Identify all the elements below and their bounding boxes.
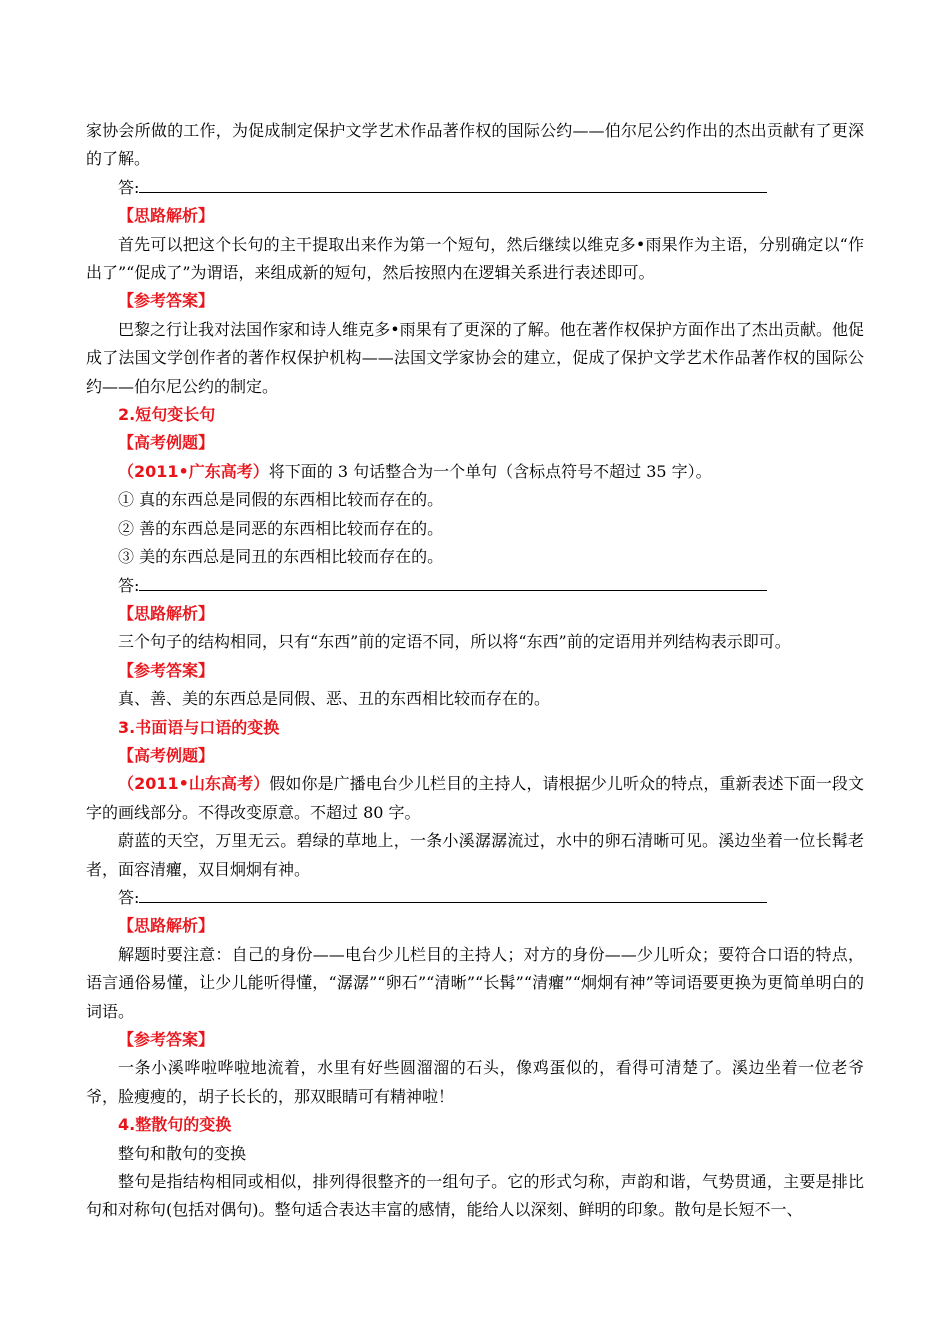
analysis-heading: 【思路解析】 <box>118 603 215 623</box>
example-question-text: 假如你是广播电台少儿栏目的主持人，请根据少儿听众的特点，重新表述下面一段文字的画线部分。不得改变原意。不超过 80 字。 <box>86 774 864 822</box>
body-paragraph: 整句是指结构相同或相似，排列得很整齐的一组句子。它的形式匀称，声韵和谐，气势贯通，主要是排比句和对称句(包括对偶句)。整句适合表达丰富的感情，能给人以深刻、鲜明的印象。散句是长短不一、 <box>86 1172 864 1220</box>
analysis-text: 首先可以把这个长句的主干提取出来作为第一个短句，然后继续以维克多•雨果作为主语，分别确定以“作出了”“促成了”为谓语，来组成新的短句，然后按照内在逻辑关系进行表述即可。 <box>86 234 864 283</box>
analysis-heading: 【思路解析】 <box>118 206 215 226</box>
example-question-text: 将下面的 3 句话整合为一个单句（含标点符号不超过 35 字）。 <box>268 461 712 481</box>
answer-label: 答: <box>118 887 140 907</box>
section-heading-4: 4.整散句的变换 <box>118 1115 232 1135</box>
document-page <box>86 117 864 1225</box>
answer-heading: 【参考答案】 <box>118 660 215 680</box>
section-heading-3: 3.书面语与口语的变换 <box>118 717 280 737</box>
example-question <box>86 770 864 827</box>
answer-blank <box>139 176 767 193</box>
example-source: （2011•山东高考） <box>118 774 270 794</box>
answer-label: 答: <box>118 575 140 595</box>
answer-line <box>86 174 864 202</box>
intro-paragraph: 家协会所做的工作，为促成制定保护文学艺术作品著作权的国际公约——伯尔尼公约作出的杰出贡献有了更深的了解。 <box>86 121 864 169</box>
example-heading: 【高考例题】 <box>118 745 215 765</box>
answer-blank <box>139 574 767 591</box>
answer-text: 真、善、美的东西总是同假、恶、丑的东西相比较而存在的。 <box>118 689 551 709</box>
answer-label: 答: <box>118 177 140 197</box>
answer-line <box>86 884 864 912</box>
subsection-title: 整句和散句的变换 <box>118 1143 247 1163</box>
analysis-text: 三个句子的结构相同，只有“东西”前的定语不同，所以将“东西”前的定语用并列结构表示即可。 <box>118 632 791 652</box>
analysis-heading: 【思路解析】 <box>118 916 215 936</box>
section-heading-2: 2.短句变长句 <box>118 405 216 425</box>
list-item: ② 善的东西总是同恶的东西相比较而存在的。 <box>118 518 444 538</box>
answer-heading: 【参考答案】 <box>118 291 215 311</box>
list-item: ① 真的东西总是同假的东西相比较而存在的。 <box>118 490 444 510</box>
answer-text: 巴黎之行让我对法国作家和诗人维克多•雨果有了更深的了解。他在著作权保护方面作出了杰出贡献。他促成了法国文学创作者的著作权保护机构——法国文学家协会的建立，促成了保护文学艺术作品著作权的国际公约——伯尔尼公约的制定。 <box>86 319 864 396</box>
passage-text: 蔚蓝的天空，万里无云。碧绿的草地上，一条小溪潺潺流过，水中的卵石清晰可见。溪边坐着一位长髯老者，面容清癯，双目炯炯有神。 <box>86 831 864 879</box>
list-item: ③ 美的东西总是同丑的东西相比较而存在的。 <box>118 547 444 567</box>
answer-text: 一条小溪哗啦哗啦地流着，水里有好些圆溜溜的石头，像鸡蛋似的，看得可清楚了。溪边坐着一位老爷爷，脸瘦瘦的，胡子长长的，那双眼睛可有精神啦！ <box>86 1058 864 1106</box>
analysis-text: 解题时要注意：自己的身份——电台少儿栏目的主持人；对方的身份——少儿听众；要符合口语的特点，语言通俗易懂，让少儿能听得懂，“潺潺”“卵石”“清晰”“长髯”“清癯”“炯炯有神”等词语要更换为更简单明白的词语。 <box>86 944 864 1021</box>
answer-line <box>86 572 864 600</box>
example-source: （2011•广东高考） <box>118 461 269 481</box>
answer-heading: 【参考答案】 <box>118 1030 215 1049</box>
example-question <box>86 458 864 486</box>
example-heading: 【高考例题】 <box>118 433 215 453</box>
answer-blank <box>139 886 767 903</box>
